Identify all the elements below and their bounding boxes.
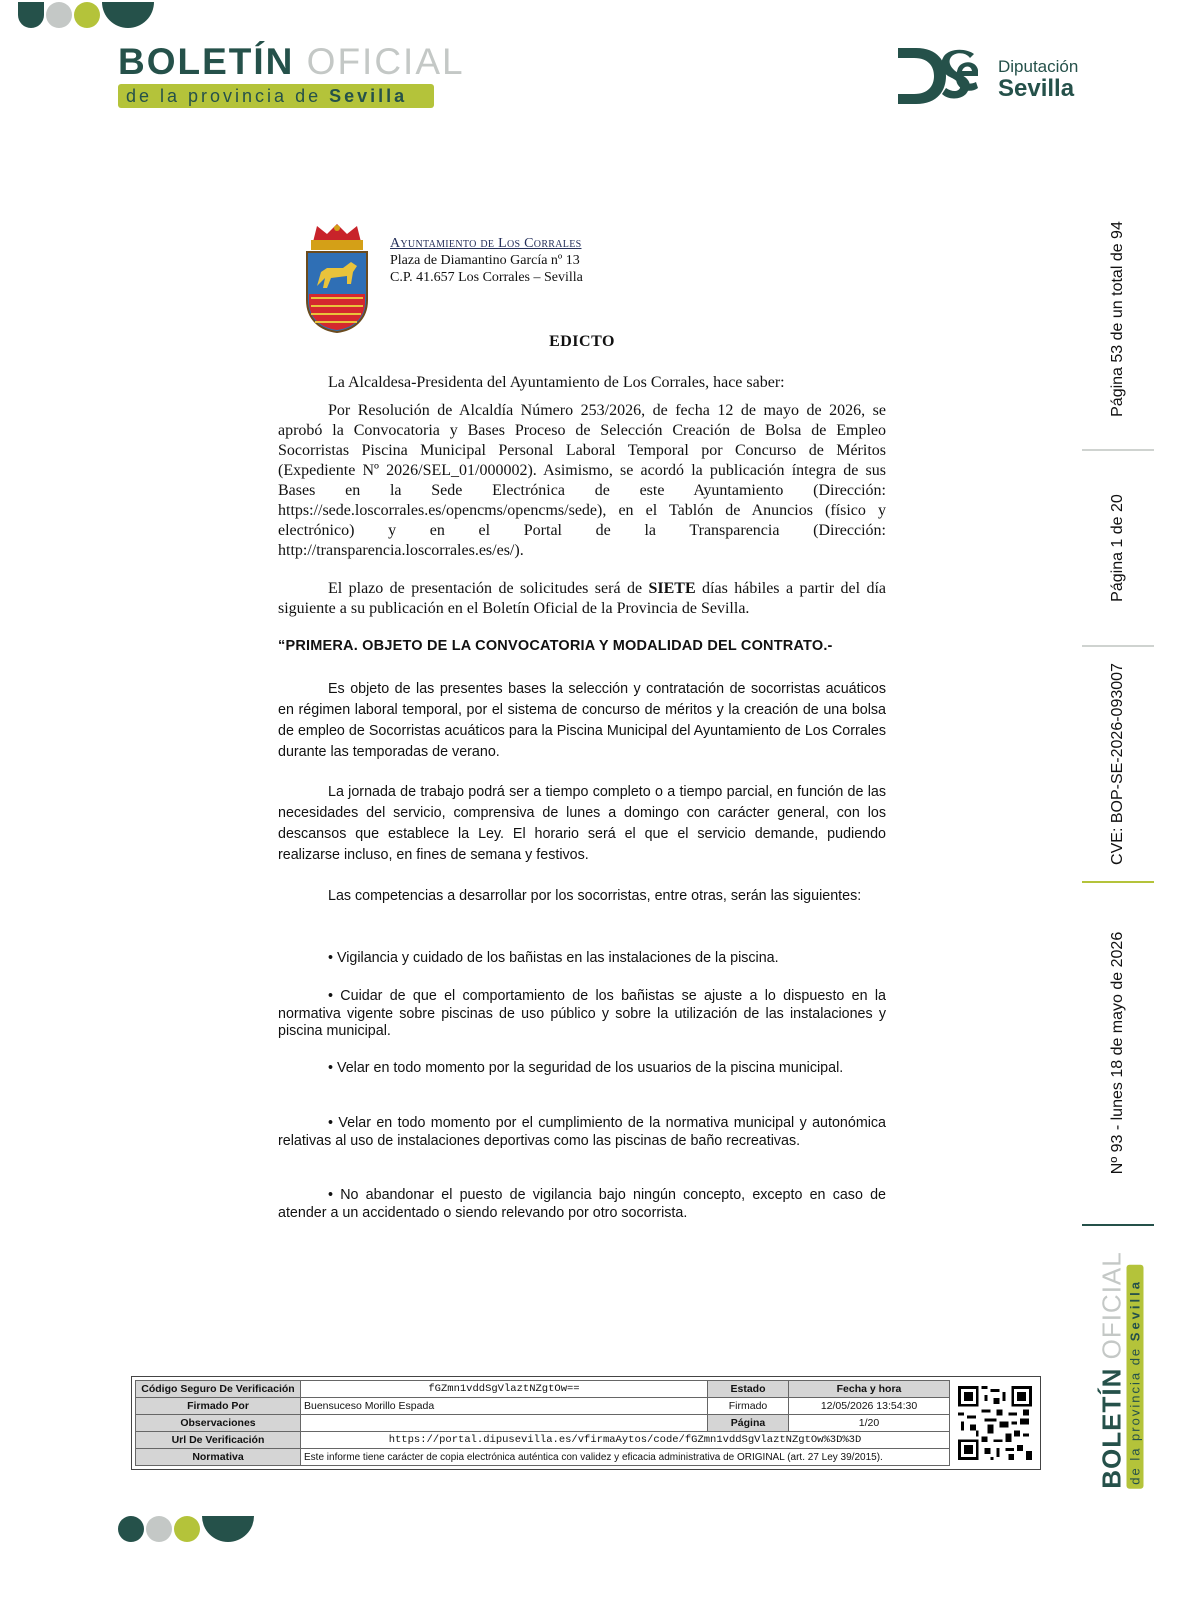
issue-text: Nº 93 - lunes 18 de mayo de 2026 [1109,931,1126,1175]
side-logo-rotated [1096,1251,1144,1489]
url-value[interactable]: https://portal.dipusevilla.es/vfirmaAytos/code/fGZmn1vddSgVlaztNZgtOw%3D%3D [301,1432,950,1449]
table-row [136,1381,950,1398]
paragraph-intro: La Alcaldesa-Presidenta del Ayuntamiento de Los Corrales, hace saber: [328,374,785,391]
brand-sub-prefix: de la provincia de [126,86,322,106]
table-row [136,1432,950,1449]
paragraph-resolucion: Por Resolución de Alcaldía Número 253/2026, de fecha 12 de mayo de 2026, se aprobó la Convocatoria y Bases Proceso de Selección Creación de Bolsa de Empleo Socorristas Piscina Municipal Personal Laboral Temporal por Concurso de Méritos (Expediente Nº 2026/SEL_01/000002). Asimismo, se acordó la publicación íntegra de sus Bases en la Sede Electrónica de este Ayuntamiento (Dirección: https://sede.loscorrales.es/opencms/opencms/sede), en el Tablón de Anuncios (físico y electrónico) y en el Portal de la Transparencia (Dirección: http://transparencia.loscorrales.es/es/). [278,402,886,559]
brand-light: OFICIAL [306,41,465,82]
list-item: • No abandonar el puesto de vigilancia bajo ningún concepto, excepto en caso de atender a un accidentado o siendo relevando por otro socorrista. [278,1187,886,1221]
csv-label: Código Seguro De Verificación [136,1381,301,1398]
pagina-value: 1/20 [789,1415,950,1432]
firmado-value: Buensuceso Morillo Espada [301,1398,708,1415]
side-brand-title [1096,1251,1127,1489]
side-brand-subtitle [1127,1265,1144,1489]
ayuntamiento-name: Ayuntamiento de Los Corrales [390,236,582,251]
section-heading: “PRIMERA. OBJETO DE LA CONVOCATORIA Y MODALIDAD DEL CONTRATO.- [278,638,833,654]
observaciones-label: Observaciones [136,1415,301,1432]
observaciones-value [301,1415,708,1432]
fecha-label: Fecha y hora [789,1381,950,1398]
table-row [136,1398,950,1415]
list-item: • Velar en todo momento por la seguridad de los usuarios de la piscina municipal. [328,1060,844,1076]
diputacion-line2: Sevilla [998,75,1075,102]
side-boletin-logo [1096,1251,1144,1489]
list-item: • Velar en todo momento por el cumplimiento de la normativa municipal y autonómica relativas al uso de instalaciones deportivas como las piscinas de baño recreativas. [278,1115,886,1149]
pagina-label: Página [708,1415,789,1432]
document-title: EDICTO [549,333,615,350]
diputacion-line1: Diputación [998,57,1079,76]
ayuntamiento-address: Plaza de Diamantino García nº 13 [390,253,580,268]
table-row [136,1415,950,1432]
coat-of-arms-icon [303,222,371,334]
diputacion-sevilla-logo [914,44,1084,108]
verification-table [135,1380,950,1466]
paragraph-objeto: Es objeto de las presentes bases la selección y contratación de socorristas acuáticos en régimen laboral temporal, por el sistema de concurso de méritos y la creación de una bolsa de empleo de Socorristas acuáticos para la Piscina Municipal del Ayuntamiento de Los Corrales durante las temporadas de verano. [278,681,886,760]
qr-code-icon[interactable] [958,1386,1032,1460]
estado-label: Estado [708,1381,789,1398]
csv-value: fGZmn1vddSgVlaztNZgtOw== [301,1381,708,1398]
side-brand-bold: BOLETÍN [1096,1367,1127,1489]
diputacion-text [998,56,1078,100]
side-page-total [1082,190,1154,448]
list-item: • Vigilancia y cuidado de los bañistas en las instalaciones de la piscina. [328,950,779,966]
table-row [136,1449,950,1466]
list-item: • Cuidar de que el comportamiento de los bañistas se ajuste a lo dispuesto en la normativa vigente sobre piscinas de uso público y sobre la utilización de las instalaciones y piscina municipal. [278,988,886,1039]
side-brand-sub-prefix: de la provincia de [1127,1346,1143,1485]
cve-text: CVE: BOP-SE-2026-093007 [1109,663,1126,865]
normativa-label: Normativa [136,1449,301,1466]
plazo-after: días hábiles a partir del día siguiente a su publicación en el Boletín Oficial de la Provincia de Sevilla. [278,580,887,617]
header-decoration [18,2,154,28]
ayuntamiento-header [390,235,583,286]
side-cve [1082,647,1154,881]
paragraph-plazo [278,579,886,619]
firmado-label: Firmado Por [136,1398,301,1415]
brand-sub-bold: Sevilla [329,86,408,106]
plazo-bold: SIETE [648,580,696,597]
side-divider [1082,1224,1154,1226]
dse-mark-icon [896,44,980,108]
fecha-value: 12/05/2026 13:54:30 [789,1398,950,1415]
brand-subtitle [118,84,434,108]
side-brand-light: OFICIAL [1096,1251,1127,1360]
url-label: Url De Verificación [136,1432,301,1449]
page-total-text: Página 53 de un total de 94 [1109,221,1126,417]
side-brand-sub-bold: Sevilla [1127,1279,1143,1342]
side-page-doc [1082,451,1154,645]
footer-decoration [118,1516,254,1542]
ayuntamiento-postal: C.P. 41.657 Los Corrales – Sevilla [390,270,583,285]
normativa-value: Este informe tiene carácter de copia electrónica auténtica con validez y eficacia administrativa de ORIGINAL (art. 27 Ley 39/2015). [301,1449,950,1466]
plazo-before: El plazo de presentación de solicitudes será de [328,580,649,597]
brand-bold: BOLETÍN [118,41,295,82]
boletin-title [118,42,465,82]
verification-box [131,1376,1041,1470]
page-doc-text: Página 1 de 20 [1109,494,1126,602]
paragraph-competencias: Las competencias a desarrollar por los socorristas, entre otras, serán las siguientes: [328,888,862,904]
boletin-oficial-logo [118,42,465,108]
paragraph-jornada: La jornada de trabajo podrá ser a tiempo completo o a tiempo parcial, en función de las necesidades del servicio, comprensiva de lunes a domingo con carácter general, con los descansos que establece la Ley. El horario será el que el servicio demande, pudiendo realizarse incluso, en fines de semana y festivos. [278,784,886,863]
side-issue [1082,883,1154,1223]
estado-value: Firmado [708,1398,789,1415]
